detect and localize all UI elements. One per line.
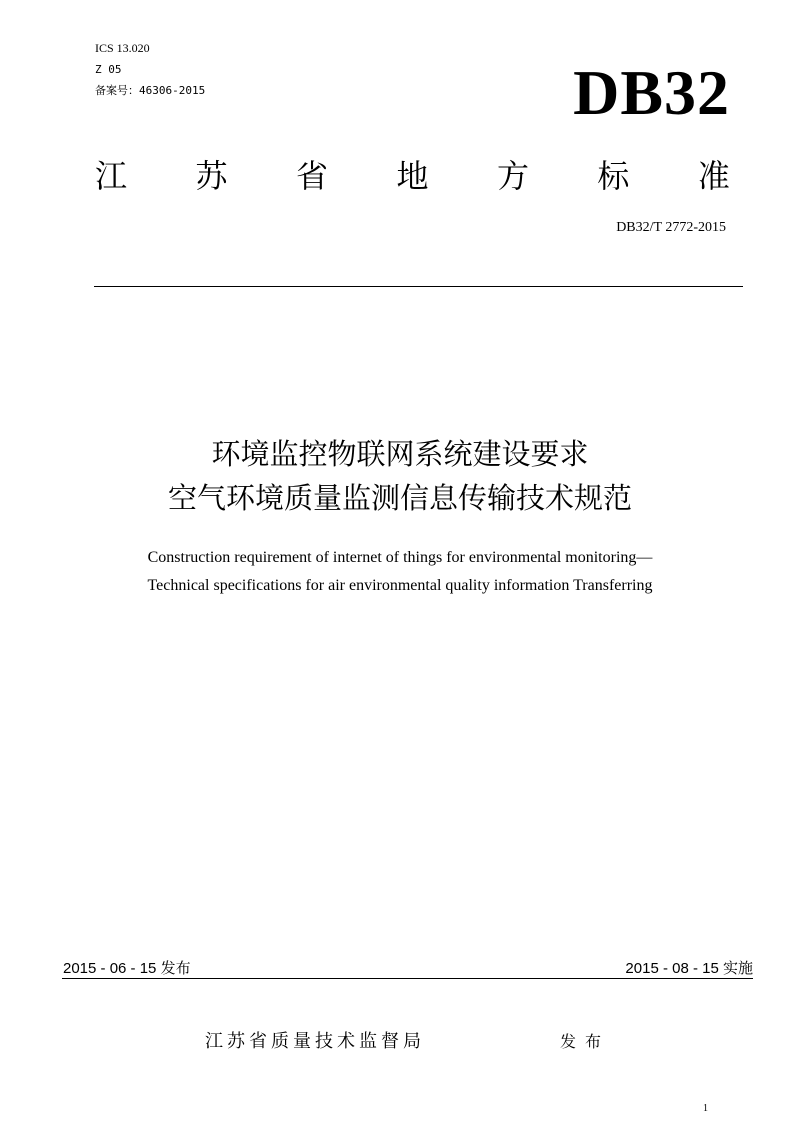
title-en-line2: Technical specifications for air environmental quality information Transferring [147,577,653,594]
implementation-date: 2015 - 08 - 15 实施 [625,960,753,977]
standard-type-char: 标 [597,157,630,195]
ics-code: ICS 13.020 [95,41,150,55]
title-zh-line1: 环境监控物联网系统建设要求 [211,437,589,471]
db-code-logo: DB32 [573,57,730,128]
footer-divider [62,978,753,979]
header-divider [94,286,743,287]
ccs-code: Z 05 [95,63,122,76]
title-en-line1: Construction requirement of internet of things for environmental monitoring— [147,549,653,566]
standard-type-char: 苏 [195,157,228,195]
page-number: 1 [703,1103,708,1114]
standard-type-char: 地 [396,157,429,195]
issue-action: 发布 [560,1032,611,1051]
standard-type-char: 江 [95,157,128,195]
standard-type-char: 准 [697,157,730,195]
issue-date: 2015 - 06 - 15 发布 [63,960,191,977]
standard-type [95,156,730,196]
issuing-authority: 江苏省质量技术监督局 [205,1031,425,1052]
standard-number: DB32/T 2772-2015 [616,220,726,235]
title-zh-line2: 空气环境质量监测信息传输技术规范 [167,481,632,515]
standard-type-char: 方 [496,157,529,195]
standard-type-char: 省 [295,157,328,195]
filing-number: 备案号：46306-2015 [95,84,206,97]
